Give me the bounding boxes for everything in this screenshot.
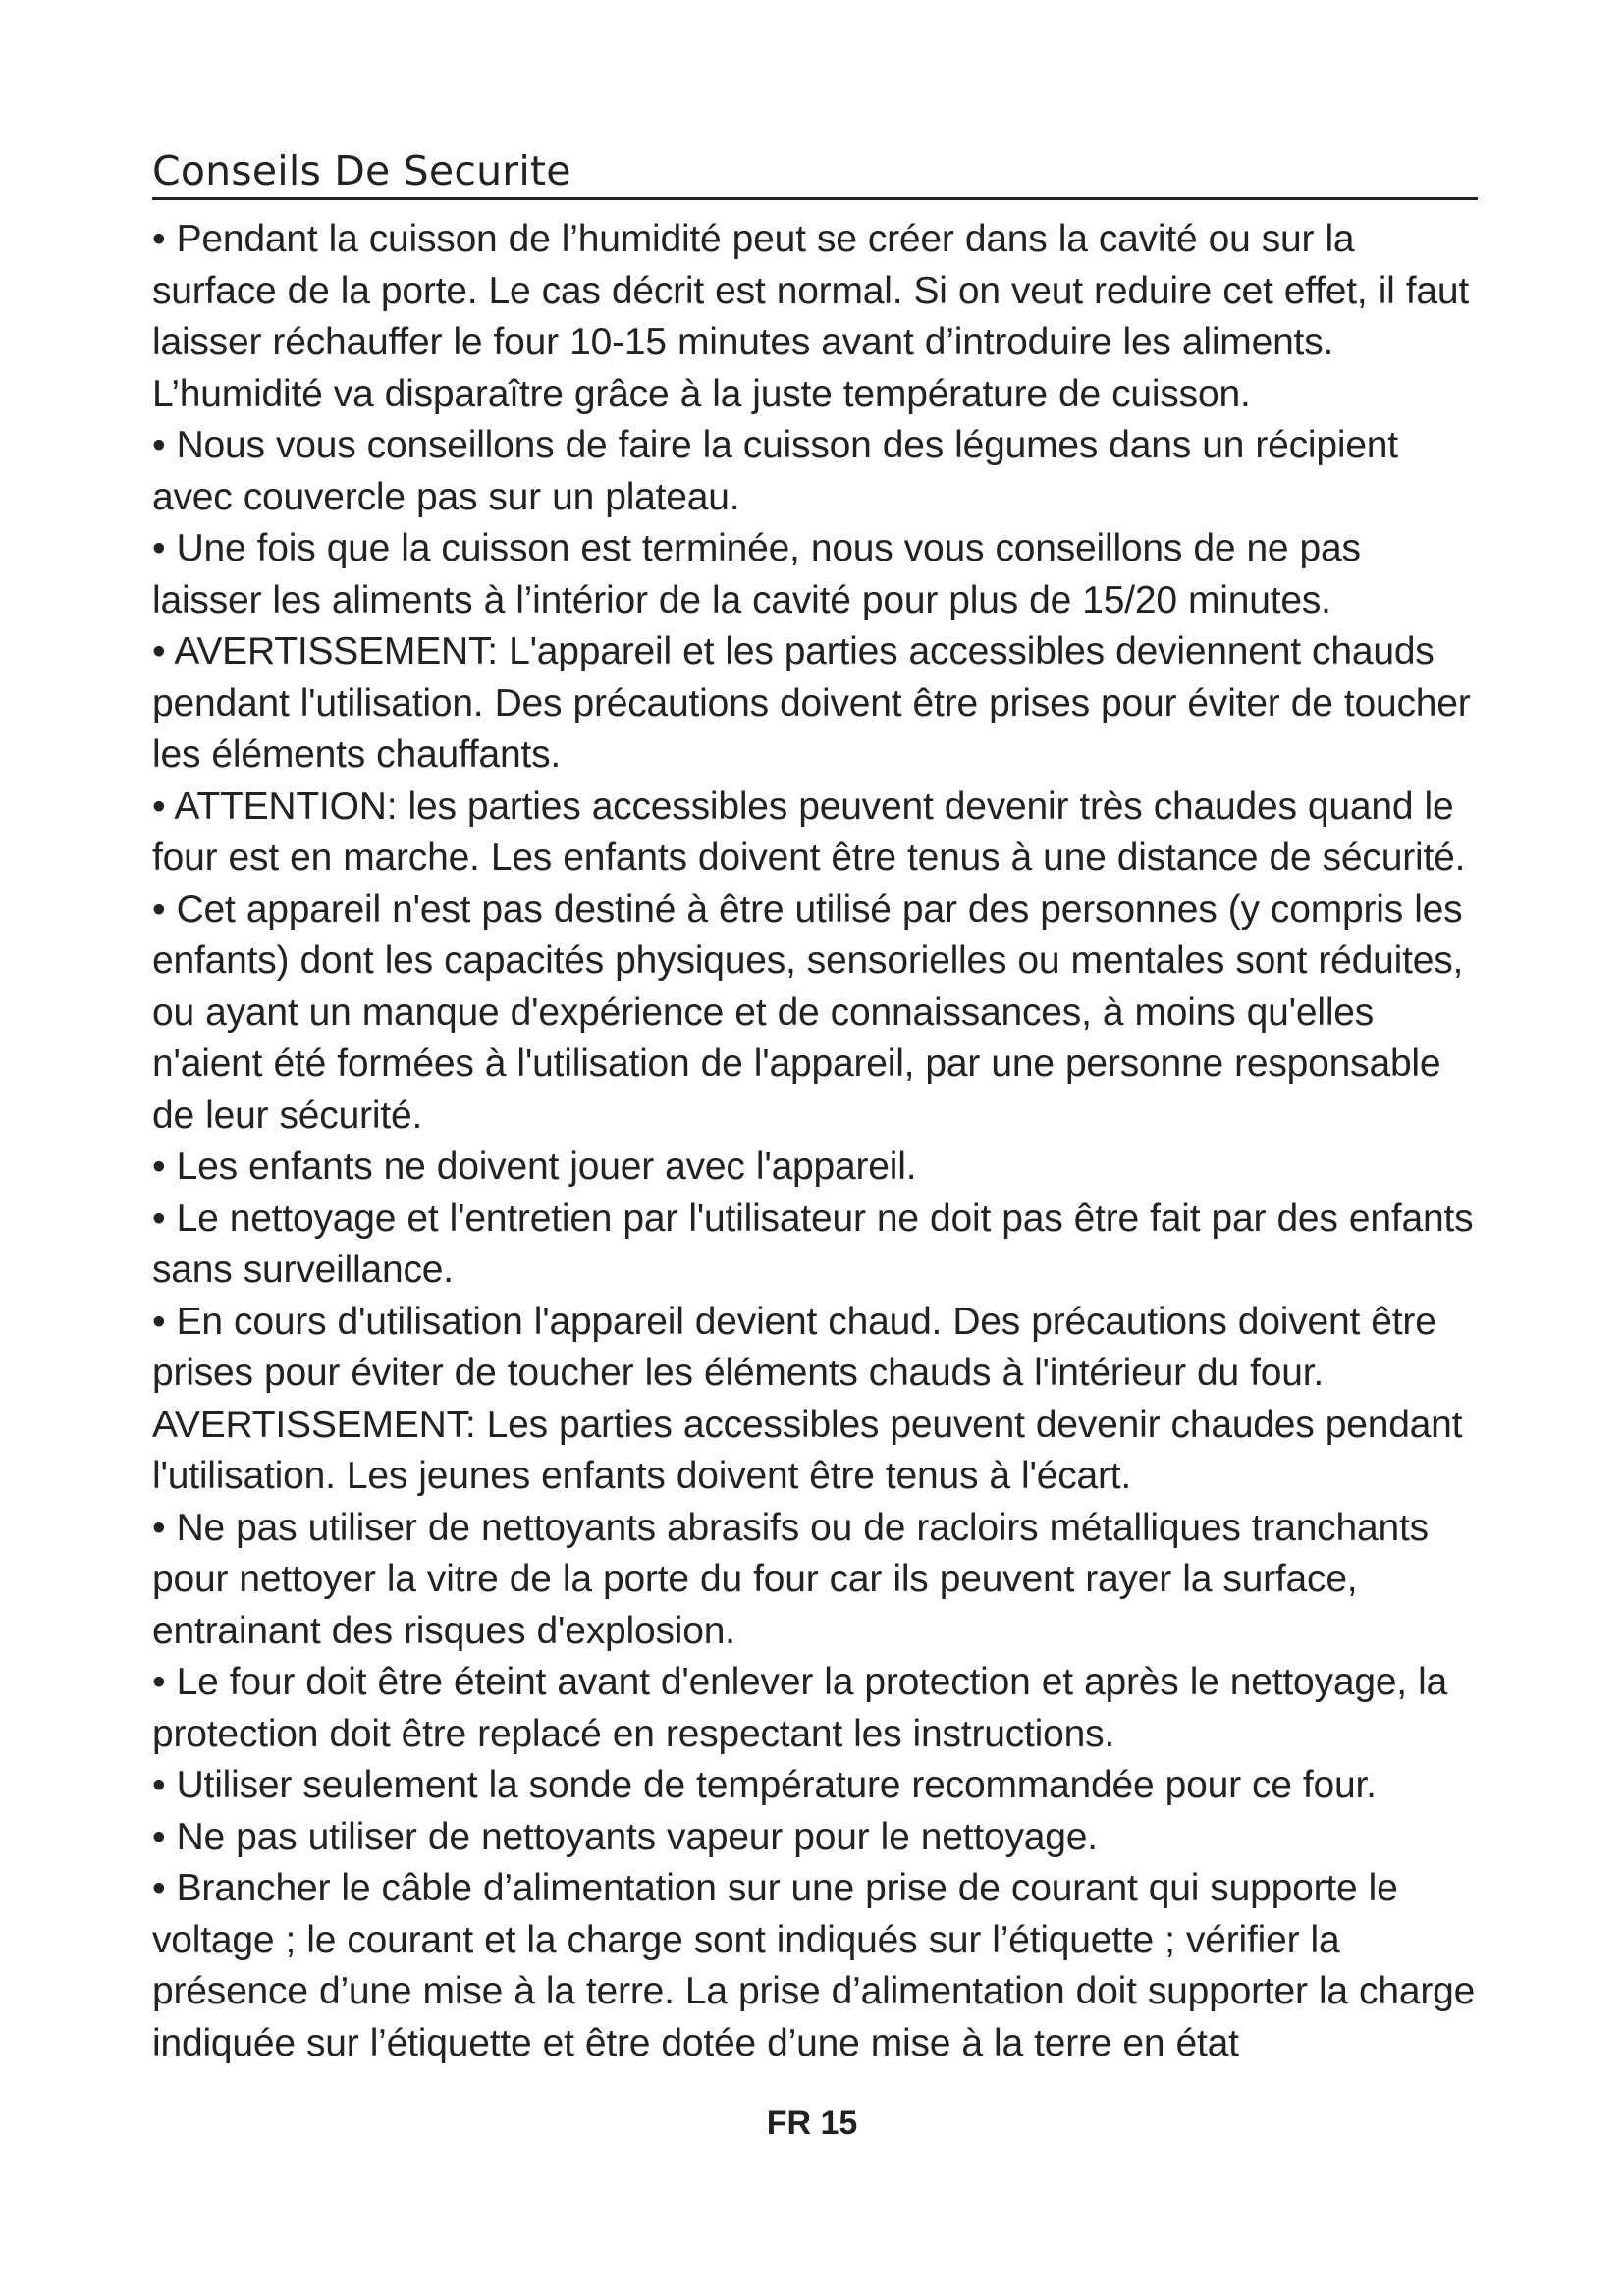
safety-paragraph: • Brancher le câble d’alimentation sur une prise de courant qui supporte le voltage ; le courant et la charge sont indiqués sur l’étiquette ; vérifier la présence d’une mise à la terre. La prise d’alimentation doit supporter la charge indiquée sur l’étiquette et être dotée d’une mise à la terre en état	[152, 1867, 1476, 2064]
safety-paragraph: • Le nettoyage et l'entretien par l'utilisateur ne doit pas être fait par des enfants sans surveillance.	[152, 1197, 1474, 1292]
page-number: FR 15	[766, 2105, 858, 2142]
section-title: Conseils De Securite	[152, 147, 1478, 200]
safety-paragraph: • Utiliser seulement la sonde de température recommandée pour ce four.	[152, 1764, 1377, 1807]
safety-paragraph: • Nous vous conseillons de faire la cuisson des légumes dans un récipient avec couvercle pas sur un plateau.	[152, 424, 1398, 518]
safety-paragraph: • Les enfants ne doivent jouer avec l'appareil.	[152, 1146, 917, 1189]
safety-advice-list	[152, 214, 1478, 2069]
safety-paragraph: • En cours d'utilisation l'appareil devient chaud. Des précautions doivent être prises pour éviter de toucher les éléments chauds à l'intérieur du four. AVERTISSEMENT: Les parties accessibles peuvent devenir chaudes pendant l'utilisation. Les jeunes enfants doivent être tenus à l'écart.	[152, 1300, 1463, 1498]
safety-paragraph: • Ne pas utiliser de nettoyants vapeur pour le nettoyage.	[152, 1815, 1098, 1858]
safety-paragraph: • Le four doit être éteint avant d'enlever la protection et après le nettoyage, la protection doit être replacé en respectant les instructions.	[152, 1661, 1448, 1755]
document-page	[152, 147, 1478, 2069]
safety-paragraph: • Une fois que la cuisson est terminée, nous vous conseillons de ne pas laisser les aliments à l’intérior de la cavité pour plus de 15/20 minutes.	[152, 527, 1361, 621]
safety-paragraph: • Pendant la cuisson de l’humidité peut se créer dans la cavité ou sur la surface de la porte. Le cas décrit est normal. Si on veut reduire cet effet, il faut laisser réchauffer le four 10-15 minutes avant d’introduire les aliments. L’humidité va disparaître grâce à la juste température de cuisson.	[152, 218, 1470, 415]
safety-paragraph: • ATTENTION: les parties accessibles peuvent devenir très chaudes quand le four est en marche. Les enfants doivent être tenus à une distance de sécurité.	[152, 784, 1466, 880]
safety-paragraph: • AVERTISSEMENT: L'appareil et les parties accessibles deviennent chauds pendant l'utilisation. Des précautions doivent être prises pour éviter de toucher les éléments chauffants.	[152, 630, 1471, 776]
safety-paragraph: • Ne pas utiliser de nettoyants abrasifs ou de racloirs métalliques tranchants pour nettoyer la vitre de la porte du four car ils peuvent rayer la surface, entrainant des risques d'explosion.	[152, 1506, 1429, 1652]
safety-paragraph: • Cet appareil n'est pas destiné à être utilisé par des personnes (y compris les enfants) dont les capacités physiques, sensorielles ou mentales sont réduites, ou ayant un manque d'expérience et de connaissances, à moins qu'elles n'aient été formées à l'utilisation de l'appareil, par une personne responsable de leur sécurité.	[152, 887, 1464, 1137]
